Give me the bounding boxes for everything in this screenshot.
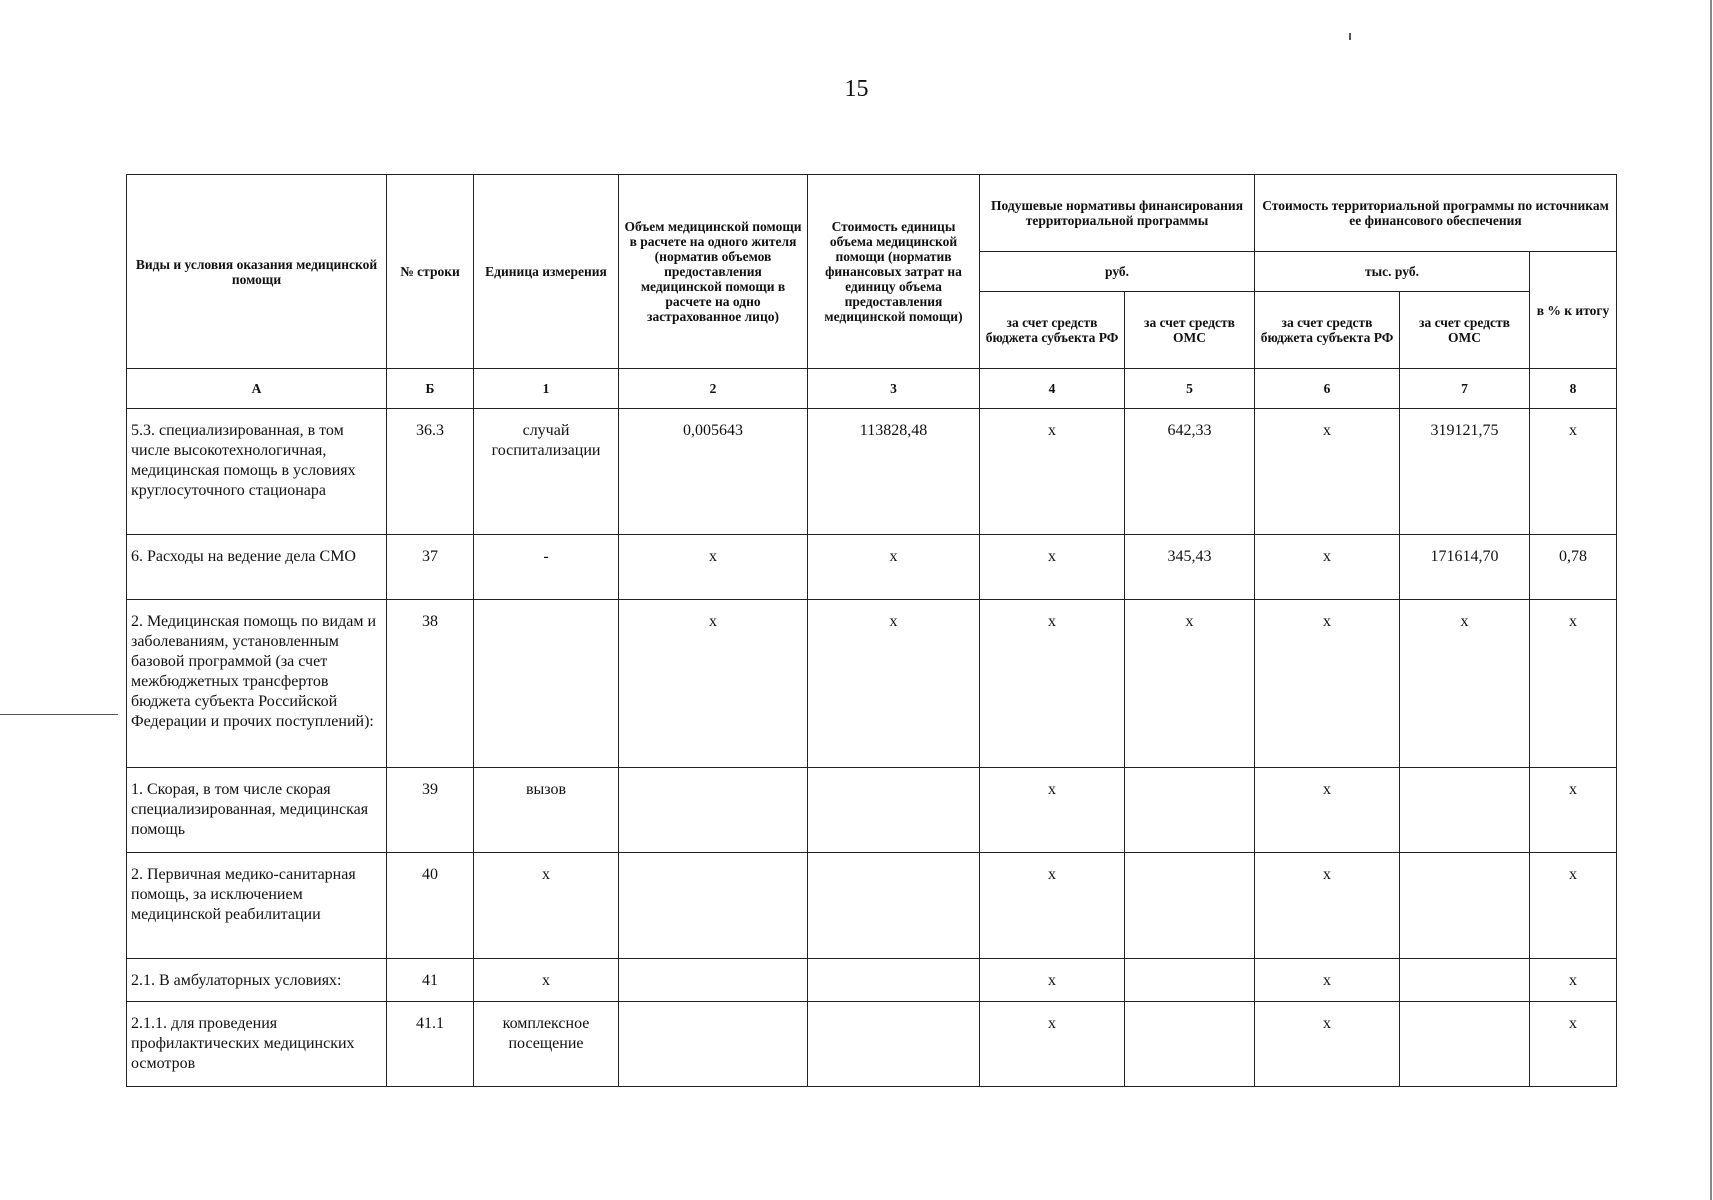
row-name: 2.1. В амбулаторных условиях: xyxy=(127,959,387,1002)
index-cell: 2 xyxy=(619,369,808,409)
budget-per-capita-cell: х xyxy=(980,1002,1125,1087)
table-row xyxy=(127,853,1617,959)
percent-cell: х xyxy=(1530,1002,1617,1087)
index-cell: 5 xyxy=(1125,369,1255,409)
header-oms-cost: за счет средств ОМС xyxy=(1400,292,1530,369)
percent-cell: х xyxy=(1530,959,1617,1002)
oms-cost-cell: 171614,70 xyxy=(1400,535,1530,600)
percent-cell: х xyxy=(1530,600,1617,768)
budget-per-capita-cell: х xyxy=(980,853,1125,959)
index-cell: 7 xyxy=(1400,369,1530,409)
scan-mark xyxy=(0,714,118,715)
unit-cell: вызов xyxy=(474,768,619,853)
oms-per-capita-cell xyxy=(1125,768,1255,853)
table-row xyxy=(127,600,1617,768)
cost-unit-cell: х xyxy=(808,600,980,768)
header-oms-per-capita: за счет средств ОМС xyxy=(1125,292,1255,369)
financing-table xyxy=(126,174,1617,1087)
index-cell: 4 xyxy=(980,369,1125,409)
volume-cell xyxy=(619,853,808,959)
oms-per-capita-cell: 345,43 xyxy=(1125,535,1255,600)
index-cell: А xyxy=(127,369,387,409)
row-name: 2. Первичная медико-санитарная помощь, за исключением медицинской реабилитации xyxy=(127,853,387,959)
budget-cost-cell: х xyxy=(1255,768,1400,853)
cost-unit-cell xyxy=(808,959,980,1002)
oms-cost-cell: 319121,75 xyxy=(1400,409,1530,535)
cost-unit-cell: 113828,48 xyxy=(808,409,980,535)
index-cell: 1 xyxy=(474,369,619,409)
budget-per-capita-cell: х xyxy=(980,600,1125,768)
header-per-capita-group: Подушевые нормативы финансирования территориальной программы xyxy=(980,175,1255,252)
header-budget-cost: за счет средств бюджета субъекта РФ xyxy=(1255,292,1400,369)
unit-cell: х xyxy=(474,853,619,959)
budget-cost-cell: х xyxy=(1255,535,1400,600)
budget-cost-cell: х xyxy=(1255,959,1400,1002)
row-name: 6. Расходы на ведение дела СМО xyxy=(127,535,387,600)
table-row xyxy=(127,409,1617,535)
table-row xyxy=(127,768,1617,853)
header-rub: руб. xyxy=(980,252,1255,292)
unit-cell xyxy=(474,600,619,768)
row-name: 1. Скорая, в том числе скорая специализированная, медицинская помощь xyxy=(127,768,387,853)
header-kinds: Виды и условия оказания медицинской помощи xyxy=(127,175,387,369)
oms-cost-cell xyxy=(1400,768,1530,853)
budget-cost-cell: х xyxy=(1255,1002,1400,1087)
unit-cell: - xyxy=(474,535,619,600)
budget-cost-cell: х xyxy=(1255,853,1400,959)
cost-unit-cell xyxy=(808,1002,980,1087)
percent-cell: х xyxy=(1530,409,1617,535)
unit-cell: случай госпитализации xyxy=(474,409,619,535)
budget-per-capita-cell: х xyxy=(980,409,1125,535)
volume-cell xyxy=(619,768,808,853)
oms-per-capita-cell xyxy=(1125,853,1255,959)
header-volume: Объем медицинской помощи в расчете на одного жителя (норматив объемов предоставления медицинской помощи в расчете на одно застрахованное лицо) xyxy=(619,175,808,369)
budget-cost-cell: х xyxy=(1255,409,1400,535)
volume-cell: 0,005643 xyxy=(619,409,808,535)
index-row xyxy=(127,369,1617,409)
row-number: 37 xyxy=(387,535,474,600)
index-cell: 3 xyxy=(808,369,980,409)
header-row-no: № строки xyxy=(387,175,474,369)
header-program-cost-group: Стоимость территориальной программы по источникам ее финансового обеспечения xyxy=(1255,175,1617,252)
scan-mark xyxy=(1710,0,1712,1200)
oms-cost-cell xyxy=(1400,1002,1530,1087)
budget-per-capita-cell: х xyxy=(980,959,1125,1002)
header-unit: Единица измерения xyxy=(474,175,619,369)
row-number: 38 xyxy=(387,600,474,768)
oms-cost-cell xyxy=(1400,959,1530,1002)
cost-unit-cell xyxy=(808,768,980,853)
budget-per-capita-cell: х xyxy=(980,768,1125,853)
header-thous-rub: тыс. руб. xyxy=(1255,252,1530,292)
volume-cell: х xyxy=(619,600,808,768)
index-cell: 8 xyxy=(1530,369,1617,409)
oms-per-capita-cell: х xyxy=(1125,600,1255,768)
table-row xyxy=(127,959,1617,1002)
header-cost-unit: Стоимость единицы объема медицинской помощи (норматив финансовых затрат на единицу объема предоставления медицинской помощи) xyxy=(808,175,980,369)
scan-mark xyxy=(1349,33,1351,40)
unit-cell: х xyxy=(474,959,619,1002)
row-number: 41.1 xyxy=(387,1002,474,1087)
row-name: 2.1.1. для проведения профилактических медицинских осмотров xyxy=(127,1002,387,1087)
percent-cell: х xyxy=(1530,853,1617,959)
row-name: 5.3. специализированная, в том числе высокотехнологичная, медицинская помощь в условиях круглосуточного стационара xyxy=(127,409,387,535)
cost-unit-cell: х xyxy=(808,535,980,600)
budget-cost-cell: х xyxy=(1255,600,1400,768)
table-row xyxy=(127,1002,1617,1087)
oms-per-capita-cell: 642,33 xyxy=(1125,409,1255,535)
percent-cell: 0,78 xyxy=(1530,535,1617,600)
header-budget-per-capita: за счет средств бюджета субъекта РФ xyxy=(980,292,1125,369)
row-name: 2. Медицинская помощь по видам и заболеваниям, установленным базовой программой (за счет межбюджетных трансфертов бюджета субъекта Российской Федерации и прочих поступлений): xyxy=(127,600,387,768)
oms-cost-cell xyxy=(1400,853,1530,959)
row-number: 41 xyxy=(387,959,474,1002)
row-number: 36.3 xyxy=(387,409,474,535)
volume-cell: х xyxy=(619,535,808,600)
oms-cost-cell: х xyxy=(1400,600,1530,768)
volume-cell xyxy=(619,1002,808,1087)
header-percent: в % к итогу xyxy=(1530,252,1617,369)
percent-cell: х xyxy=(1530,768,1617,853)
table-row xyxy=(127,535,1617,600)
unit-cell: комплексное посещение xyxy=(474,1002,619,1087)
row-number: 39 xyxy=(387,768,474,853)
oms-per-capita-cell xyxy=(1125,1002,1255,1087)
cost-unit-cell xyxy=(808,853,980,959)
row-number: 40 xyxy=(387,853,474,959)
oms-per-capita-cell xyxy=(1125,959,1255,1002)
index-cell: 6 xyxy=(1255,369,1400,409)
page-number: 15 xyxy=(844,76,869,102)
budget-per-capita-cell: х xyxy=(980,535,1125,600)
index-cell: Б xyxy=(387,369,474,409)
volume-cell xyxy=(619,959,808,1002)
